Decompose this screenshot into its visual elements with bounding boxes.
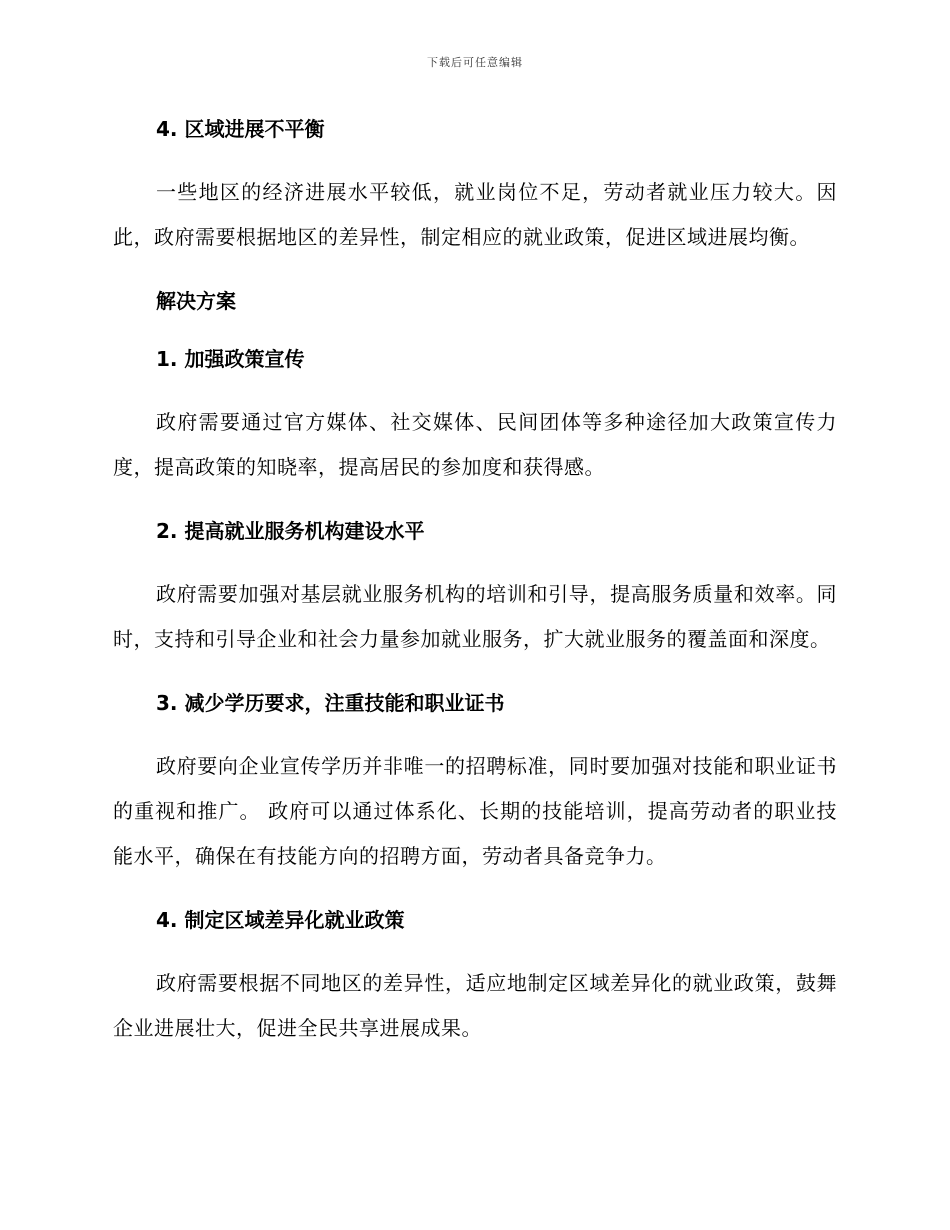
section-heading-skills-certificates: 3. 减少学历要求，注重技能和职业证书 xyxy=(156,691,505,715)
paragraph-regional-policy: 政府需要根据不同地区的差异性，适应地制定区域差异化的就业政策，鼓舞企业进展壮大，促进全民共享进展成果。 xyxy=(113,971,837,1040)
paragraph-employment-service: 政府需要加强对基层就业服务机构的培训和引导，提高服务质量和效率。同时，支持和引导企业和社会力量参加就业服务，扩大就业服务的覆盖面和深度。 xyxy=(113,582,837,651)
section-heading-employment-service: 2. 提高就业服务机构建设水平 xyxy=(156,519,425,543)
document-body xyxy=(113,112,837,1075)
paragraph-policy-promotion: 政府需要通过官方媒体、社交媒体、民间团体等多种途径加大政策宣传力度，提高政策的知晓率，提高居民的参加度和获得感。 xyxy=(113,410,837,479)
section-heading-regional-policy: 4. 制定区域差异化就业政策 xyxy=(156,908,405,932)
section-heading-regional-imbalance: 4. 区域进展不平衡 xyxy=(156,117,325,141)
paragraph-regional-imbalance: 一些地区的经济进展水平较低，就业岗位不足，劳动者就业压力较大。因此，政府需要根据地区的差异性，制定相应的就业政策，促进区域进展均衡。 xyxy=(113,180,837,249)
section-heading-policy-promotion: 1. 加强政策宣传 xyxy=(156,347,305,371)
paragraph-skills-certificates: 政府要向企业宣传学历并非唯一的招聘标准，同时要加强对技能和职业证书的重视和推广。 政府可以通过体系化、长期的技能培训，提高劳动者的职业技能水平，确保在有技能方向的招聘方面，劳动者具备竞争力。 xyxy=(113,754,837,868)
section-heading-solutions: 解决方案 xyxy=(156,289,236,313)
page-header-note: 下载后可任意编辑 xyxy=(427,56,523,69)
